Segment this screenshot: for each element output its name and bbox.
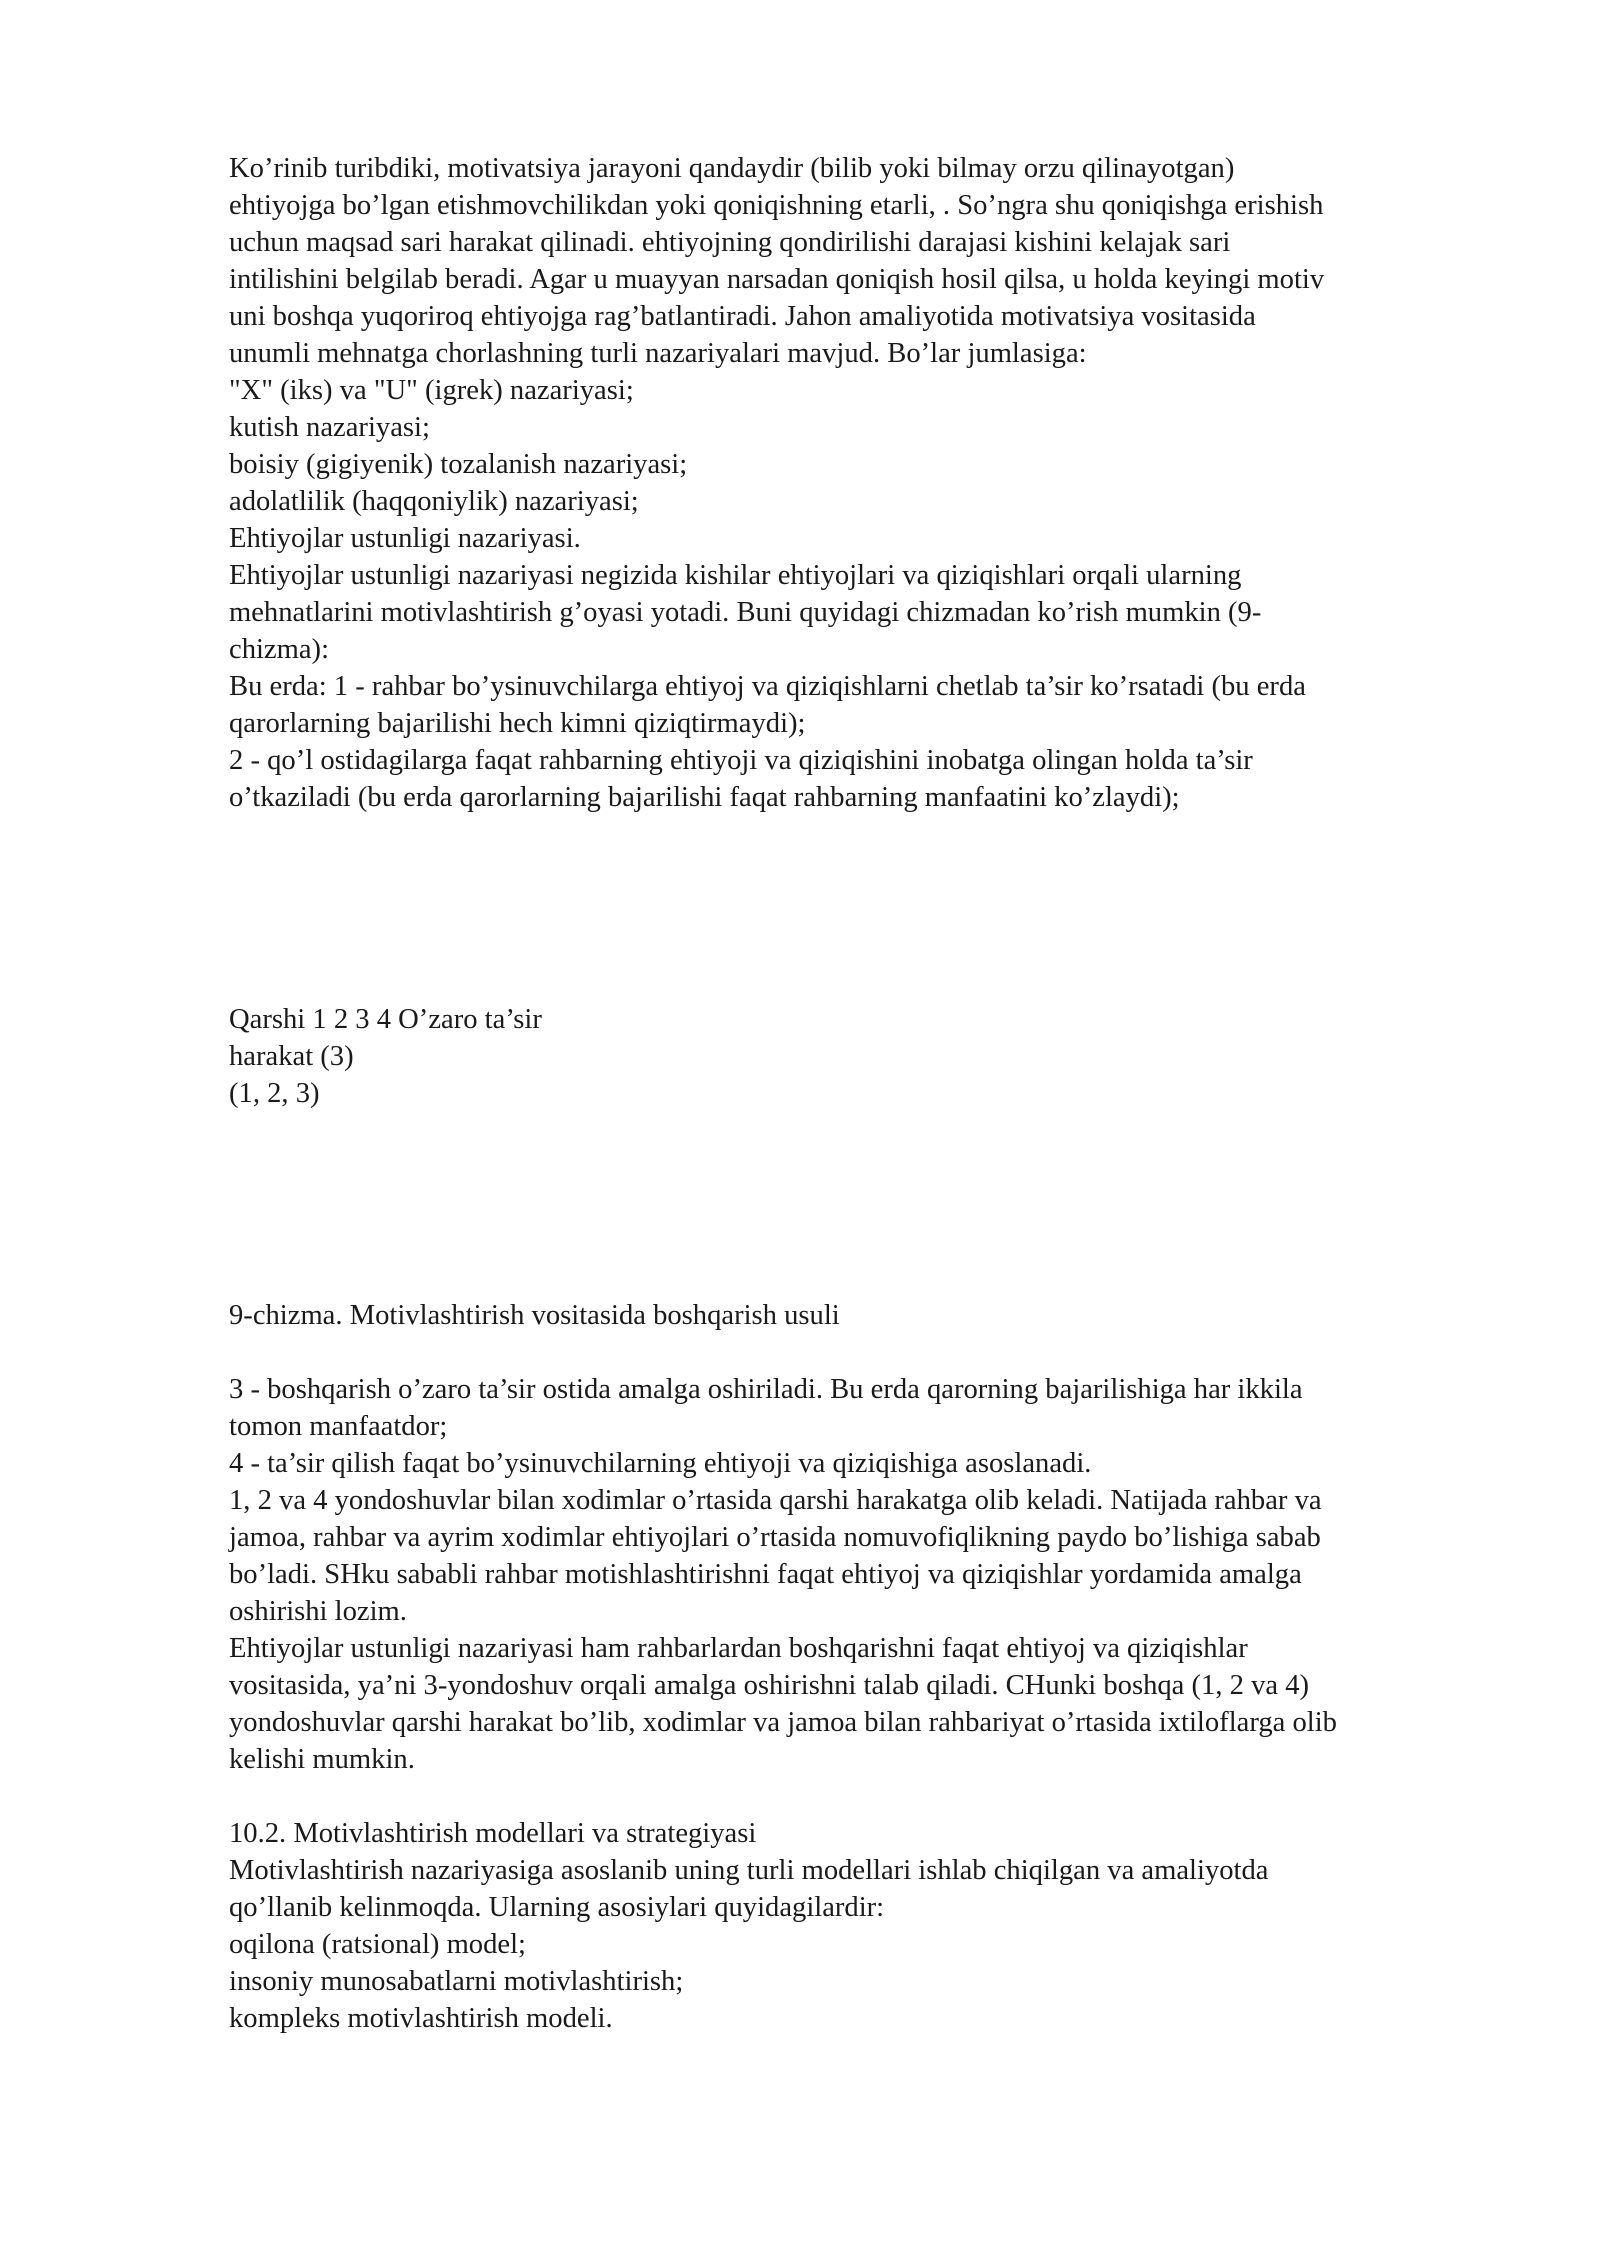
document-page (229, 150, 1519, 2037)
figure-space (229, 816, 1519, 1001)
text-line: 4 - ta’sir qilish faqat bo’ysinuvchilarning ehtiyoji va qiziqishiga asoslanadi. (229, 1448, 1092, 1479)
text-line: 2 - qo’l ostidagilarga faqat rahbarning ehtiyoji va qiziqishini inobatga olingan holda ta’sir (229, 745, 1253, 776)
list-item: oqilona (ratsional) model; (229, 1929, 526, 1960)
figure-space-lower (229, 1112, 1519, 1297)
list-item: "X" (iks) va "U" (igrek) nazariyasi; (229, 375, 634, 406)
blank-line (229, 1778, 1519, 1815)
text-line: o’tkaziladi (bu erda qarorlarning bajarilishi faqat rahbarning manfaatini ko’zlaydi); (229, 782, 1180, 813)
text-line: vositasida, ya’ni 3-yondoshuv orqali amalga oshirishni talab qiladi. CHunki boshqa (1, 2 va 4) (229, 1670, 1310, 1701)
text-line: oshirishi lozim. (229, 1596, 407, 1627)
text-line: jamoa, rahbar va ayrim xodimlar ehtiyojlari o’rtasida nomuvofiqlikning paydo bo’lishiga sabab (229, 1522, 1321, 1553)
text-line: kelishi mumkin. (229, 1744, 415, 1775)
text-line: intilishini belgilab beradi. Agar u muayyan narsadan qoniqish hosil qilsa, u holda keyingi motiv (229, 264, 1325, 295)
text-line: uni boshqa yuqoriroq ehtiyojga rag’batlantiradi. Jahon amaliyotida motivatsiya vositasida (229, 301, 1256, 332)
list-item: kompleks motivlashtirish modeli. (229, 2003, 613, 2034)
text-line: Ehtiyojlar ustunligi nazariyasi negizida kishilar ehtiyojlari va qiziqishlari orqali ularning (229, 560, 1242, 591)
text-line: uchun maqsad sari harakat qilinadi. ehtiyojning qondirilishi darajasi kishini kelajak sari (229, 227, 1231, 258)
list-item: boisiy (gigiyenik) tozalanish nazariyasi; (229, 449, 688, 480)
text-line: 1, 2 va 4 yondoshuvlar bilan xodimlar o’rtasida qarshi harakatga olib keladi. Natijada rahbar va (229, 1485, 1322, 1516)
figure-label: (1, 2, 3) (229, 1078, 320, 1109)
list-item: adolatlilik (haqqoniylik) nazariyasi; (229, 486, 639, 517)
explanation-paragraphs (229, 1371, 1519, 1778)
text-line: Bu erda: 1 - rahbar bo’ysinuvchilarga ehtiyoj va qiziqishlarni chetlab ta’sir ko’rsatadi (bu erda (229, 671, 1306, 702)
text-line: chizma): (229, 634, 330, 665)
list-item: Ehtiyojlar ustunligi nazariyasi. (229, 523, 581, 554)
figure-caption: 9-chizma. Motivlashtirish vositasida boshqarish usuli (229, 1300, 840, 1331)
text-line: ehtiyojga bo’lgan etishmovchilikdan yoki qoniqishning etarli, . So’ngra shu qoniqishga erishish (229, 190, 1324, 221)
intro-paragraphs (229, 150, 1519, 816)
text-line: unumli mehnatga chorlashning turli nazariyalari mavjud. Bo’lar jumlasiga: (229, 338, 1087, 369)
models-paragraph (229, 1852, 1519, 2037)
text-line: qarorlarning bajarilishi hech kimni qiziqtirmaydi); (229, 708, 806, 739)
blank-line (229, 1334, 1519, 1371)
figure-label: harakat (3) (229, 1041, 354, 1072)
list-item: kutish nazariyasi; (229, 412, 430, 443)
figure-label: Qarshi 1 2 3 4 O’zaro ta’sir (229, 1004, 542, 1035)
text-line: qo’llanib kelinmoqda. Ularning asosiylari quyidagilardir: (229, 1892, 885, 1923)
text-line: Ko’rinib turibdiki, motivatsiya jarayoni qandaydir (bilib yoki bilmay orzu qilinayotgan) (229, 153, 1235, 184)
text-line: mehnatlarini motivlashtirish g’oyasi yotadi. Buni quyidagi chizmadan ko’rish mumkin (9- (229, 597, 1262, 628)
section-heading: 10.2. Motivlashtirish modellari va strategiyasi (229, 1818, 757, 1849)
figure-labels (229, 1001, 1519, 1112)
text-line: tomon manfaatdor; (229, 1411, 448, 1442)
text-line: bo’ladi. SHku sababli rahbar motishlashtirishni faqat ehtiyoj va qiziqishlar yordamida amalga (229, 1559, 1302, 1590)
text-line: Ehtiyojlar ustunligi nazariyasi ham rahbarlardan boshqarishni faqat ehtiyoj va qiziqishlar (229, 1633, 1248, 1664)
text-line: 3 - boshqarish o’zaro ta’sir ostida amalga oshiriladi. Bu erda qarorning bajarilishiga har ikkila (229, 1374, 1303, 1405)
list-item: insoniy munosabatlarni motivlashtirish; (229, 1966, 684, 1997)
text-line: Motivlashtirish nazariyasiga asoslanib uning turli modellari ishlab chiqilgan va amaliyotda (229, 1855, 1269, 1886)
text-line: yondoshuvlar qarshi harakat bo’lib, xodimlar va jamoa bilan rahbariyat o’rtasida ixtiloflarga olib (229, 1707, 1337, 1738)
